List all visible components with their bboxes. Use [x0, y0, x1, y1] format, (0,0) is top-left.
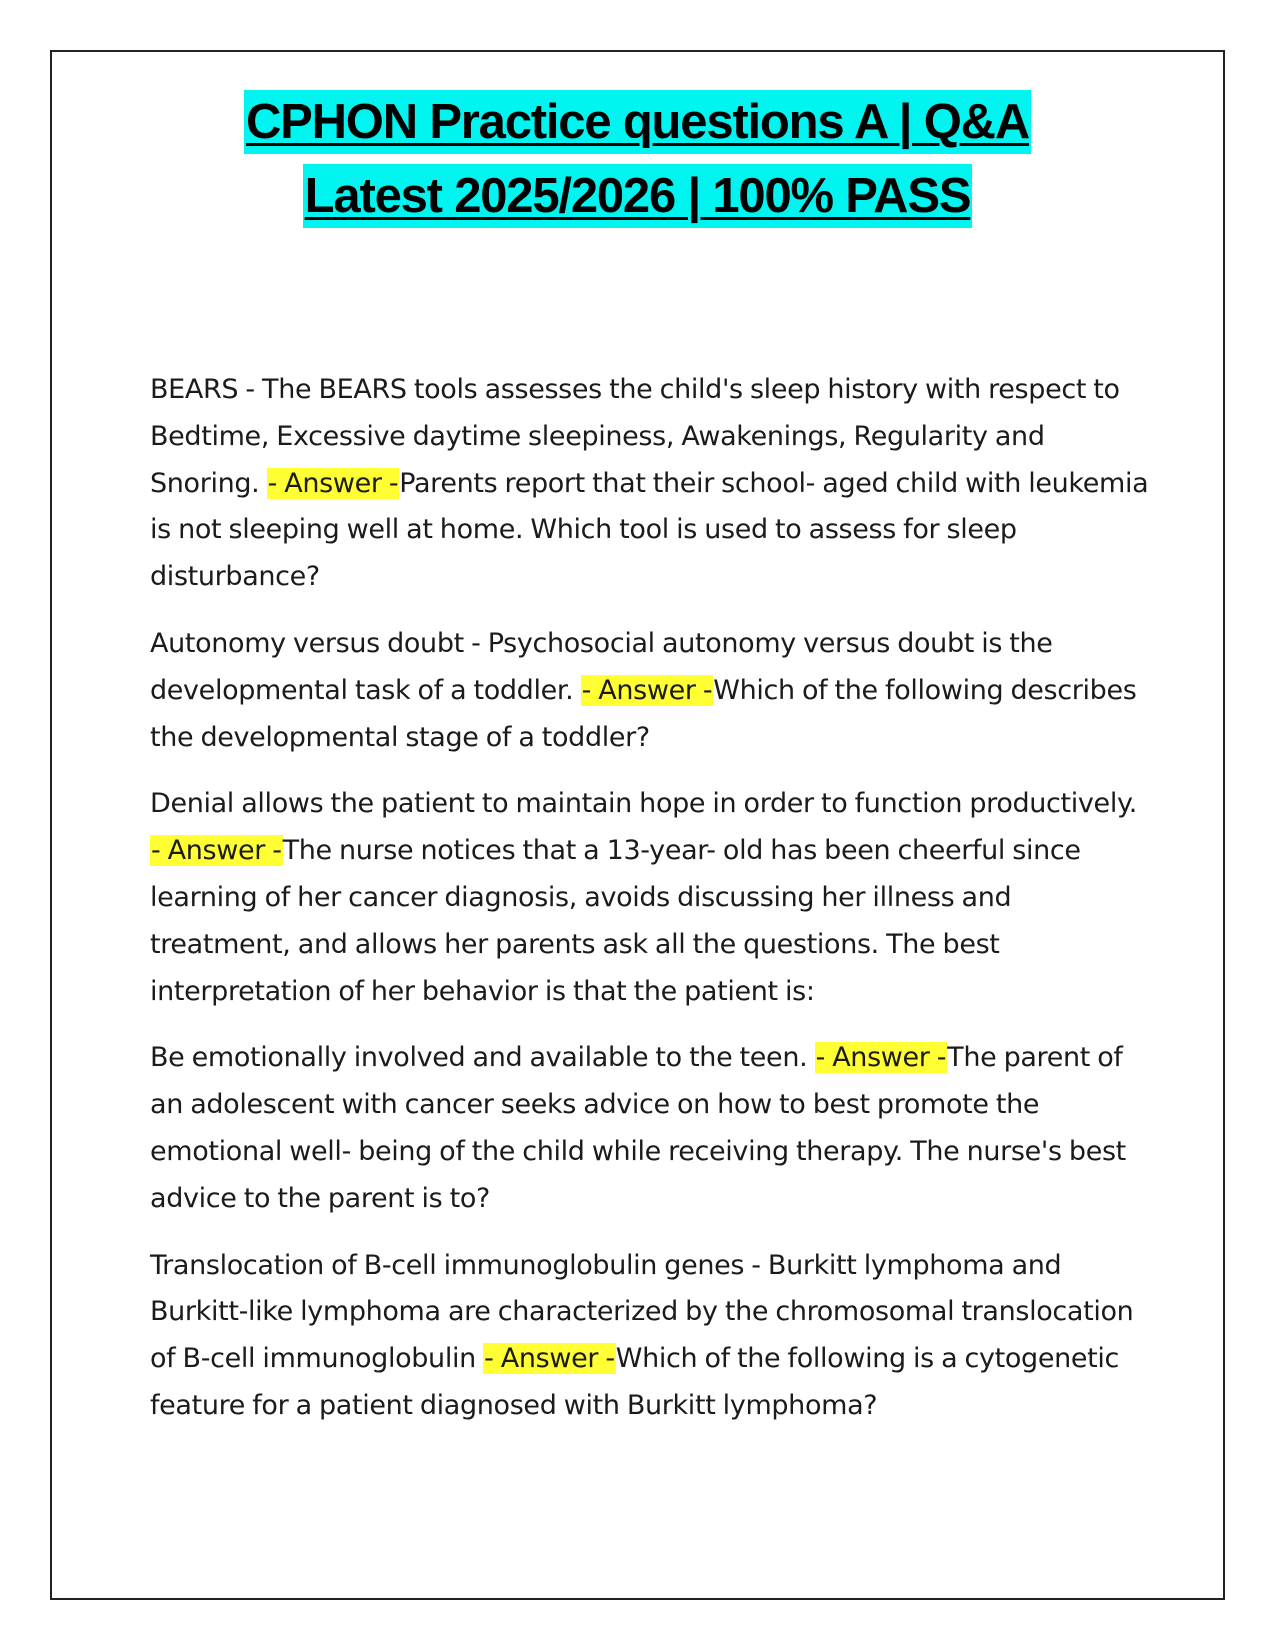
answer-marker: - Answer -: [267, 467, 399, 499]
answer-text: Denial allows the patient to maintain hope in order to function productively.: [150, 788, 1137, 820]
question-text: Which of the following describes the developmental stage of a toddler?: [150, 674, 1137, 753]
answer-text: Autonomy versus doubt - Psychosocial autonomy versus doubt is the developmental task of a toddler.: [150, 627, 1053, 706]
qa-item: [150, 621, 1150, 761]
qa-list: [150, 367, 1150, 1450]
answer-marker: - Answer -: [815, 1042, 947, 1074]
answer-marker: - Answer -: [484, 1343, 615, 1375]
qa-item: [150, 1243, 1150, 1430]
question-text: The nurse notices that a 13-year- old has been cheerful since learning of her cancer diagnosis, avoids discussing her illness and treatment, and allows her parents ask all the questions. The best interpretation of her behavior is that the patient is:: [150, 835, 1081, 1007]
answer-text: Be emotionally involved and available to the teen.: [150, 1042, 815, 1074]
qa-item: [150, 367, 1150, 601]
answer-marker: - Answer -: [151, 835, 282, 867]
question-text: The parent of an adolescent with cancer seeks advice on how to best promote the emotional well- being of the child while receiving therapy. The nurse's best advice to the parent is to?: [150, 1042, 1126, 1214]
title-line-1: CPHON Practice questions A | Q&A: [244, 90, 1031, 154]
answer-text: BEARS - The BEARS tools assesses the child's sleep history with respect to Bedtime, Excessive daytime sleepiness, Awakenings, Regularity and Snoring.: [150, 374, 1120, 499]
document-title: [0, 90, 1275, 238]
answer-marker: - Answer -: [581, 674, 713, 706]
answer-text: Translocation of B-cell immunoglobulin genes - Burkitt lymphoma and Burkitt-like lymphoma are characterized by the chromosomal translocation of B-cell immunoglobulin: [150, 1249, 1134, 1375]
question-text: Parents report that their school- aged child with leukemia is not sleeping well at home. Which tool is used to assess for sleep disturbance?: [150, 467, 1149, 593]
question-text: Which of the following is a cytogenetic feature for a patient diagnosed with Burkitt lymphoma?: [150, 1343, 1120, 1421]
title-line-2: Latest 2025/2026 | 100% PASS: [303, 164, 973, 228]
qa-item: [150, 1035, 1150, 1222]
qa-item: [150, 781, 1150, 1015]
